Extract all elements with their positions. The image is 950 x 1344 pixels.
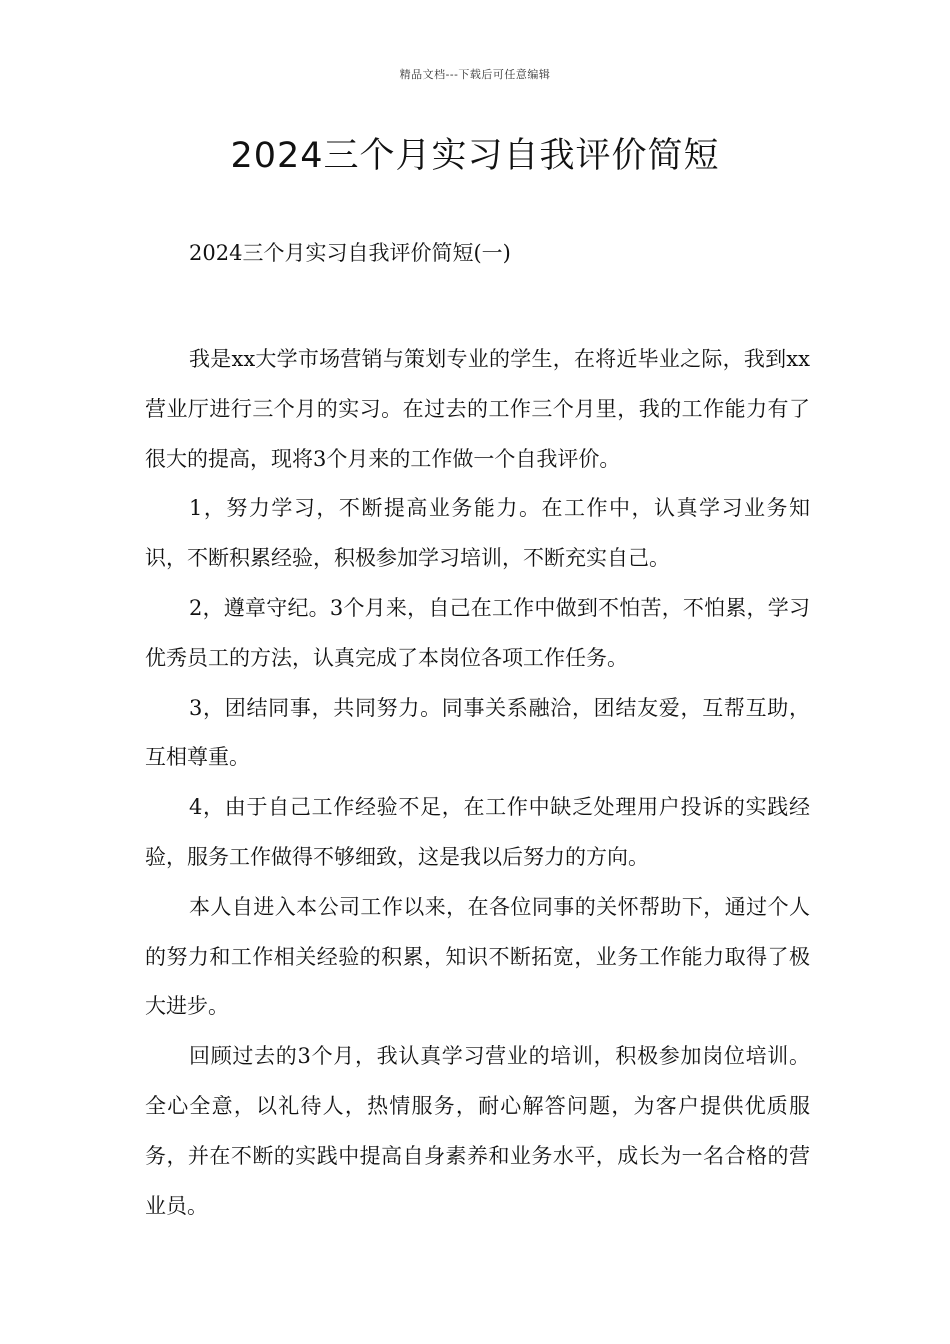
document-title: 2024三个月实习自我评价简短 bbox=[230, 136, 720, 176]
paragraph-intro: 我是xx大学市场营销与策划专业的学生，在将近毕业之际，我到xx营业厅进行三个月的实习。在过去的工作三个月里，我的工作能力有了很大的提高，现将3个月来的工作做一个自我评价。 bbox=[145, 347, 810, 471]
paragraph-point-4: 4，由于自己工作经验不足，在工作中缺乏处理用户投诉的实践经验，服务工作做得不够细致，这是我以后努力的方向。 bbox=[145, 795, 810, 869]
header-note: 精品文档---下载后可任意编辑 bbox=[399, 68, 551, 81]
paragraph-review: 回顾过去的3个月，我认真学习营业的培训，积极参加岗位培训。全心全意，以礼待人，热情服务，耐心解答问题，为客户提供优质服务，并在不断的实践中提高自身素养和业务水平，成长为一名合格的营业员。 bbox=[145, 1044, 810, 1218]
body-text bbox=[145, 335, 810, 1231]
paragraph-summary: 本人自进入本公司工作以来，在各位同事的关怀帮助下，通过个人的努力和工作相关经验的积累，知识不断拓宽，业务工作能力取得了极大进步。 bbox=[145, 894, 810, 1019]
paragraph-point-2: 2，遵章守纪。3个月来，自己在工作中做到不怕苦，不怕累，学习优秀员工的方法，认真完成了本岗位各项工作任务。 bbox=[145, 595, 810, 670]
paragraph-point-3: 3，团结同事，共同努力。同事关系融洽，团结友爱，互帮互助，互相尊重。 bbox=[145, 695, 810, 770]
paragraph-point-1: 1，努力学习，不断提高业务能力。在工作中，认真学习业务知识，不断积累经验，积极参加学习培训，不断充实自己。 bbox=[145, 496, 810, 571]
section-subtitle: 2024三个月实习自我评价简短(一) bbox=[189, 241, 511, 265]
